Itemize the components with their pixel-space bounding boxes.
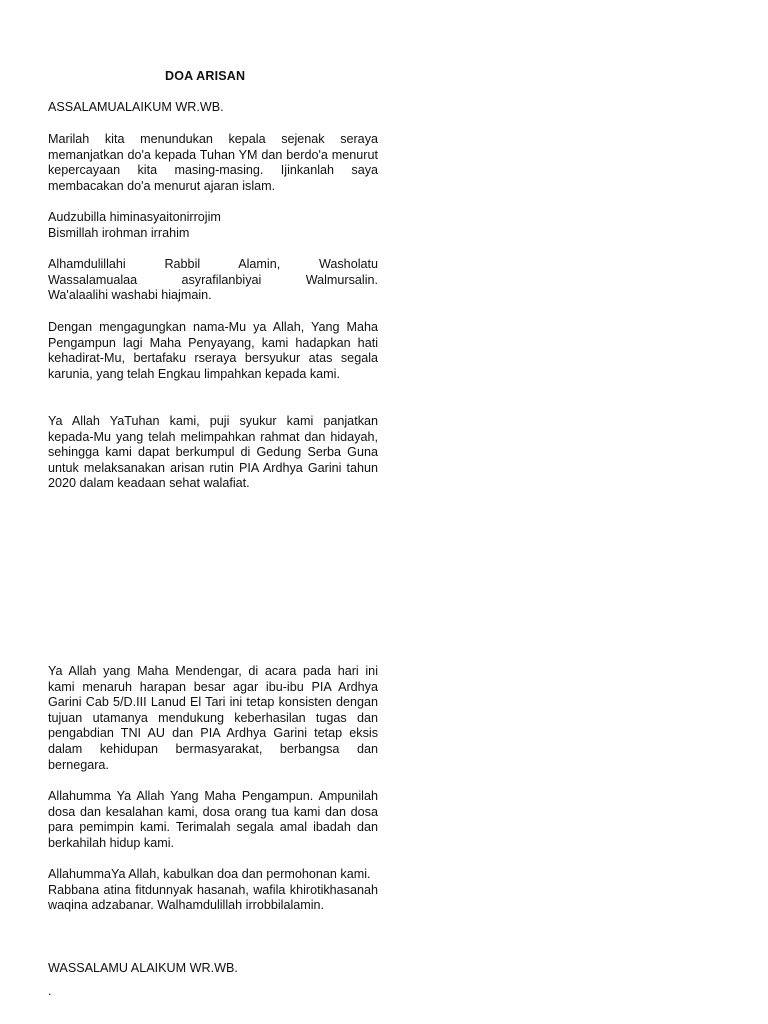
hamdalah-line-1: Alhamdulillahi Rabbil Alamin, Washolatu <box>48 257 378 271</box>
supplication-line-2: Rabbana atina fitdunnyak hasanah, wafila khirotikhasanah waqina adzabanar. Walhamdulillah irrobbilalamin. <box>48 882 378 913</box>
hamdalah-line-3: Wa'alaalihi washabi hiajmain. <box>48 288 212 303</box>
trailing-dot: . <box>48 984 52 998</box>
basmalah-line-1: Audzubilla himinasyaitonirrojim <box>48 210 221 224</box>
paragraph-forgiveness: Allahumma Ya Allah Yang Maha Pengampun. Ampunilah dosa dan kesalahan kami, dosa orang tua kami dan dosa para pemimpin kami. Terimalah segala amal ibadah dan berkahilah hidup kami. <box>48 789 378 850</box>
paragraph-praise: Dengan mengagungkan nama-Mu ya Allah, Yang Maha Pengampun lagi Maha Penyayang, kami hadapkan hati kehadirat-Mu, bertafaku rseraya bersyukur atas segala karunia, yang telah Engkau limpahkan kepada kami. <box>48 320 378 381</box>
document-title: DOA ARISAN <box>165 69 246 83</box>
paragraph-basmalah <box>48 210 378 241</box>
paragraph-gratitude: Ya Allah YaTuhan kami, puji syukur kami panjatkan kepada-Mu yang telah melimpahkan rahmat dan hidayah, sehingga kami dapat berkumpul di Gedung Serba Guna untuk melaksanakan arisan rutin PIA Ardhya Garini tahun 2020 dalam keadaan sehat walafiat. <box>48 414 378 491</box>
paragraph-supplication <box>48 867 378 914</box>
closing-greeting: WASSALAMU ALAIKUM WR.WB. <box>48 961 238 975</box>
greeting: ASSALAMUALAIKUM WR.WB. <box>48 100 224 114</box>
basmalah-line-2: Bismillah irohman irrahim <box>48 225 190 240</box>
paragraph-hamdalah <box>48 257 378 304</box>
supplication-line-1: AllahummaYa Allah, kabulkan doa dan permohonan kami. <box>48 867 371 881</box>
hamdalah-line-2: Wassalamualaa asyrafilanbiyai Walmursalin. <box>48 272 378 287</box>
paragraph-opening: Marilah kita menundukan kepala sejenak seraya memanjatkan do'a kepada Tuhan YM dan berdo'a menurut kepercayaan kita masing-masing. Ijinkanlah saya membacakan do'a menurut ajaran islam. <box>48 132 378 193</box>
paragraph-hope: Ya Allah yang Maha Mendengar, di acara pada hari ini kami menaruh harapan besar agar ibu-ibu PIA Ardhya Garini Cab 5/D.III Lanud El Tari ini tetap konsisten dengan tujuan utamanya mendukung keberhasilan tugas dan pengabdian TNI AU dan PIA Ardhya Garini tetap eksis dalam kehidupan bermasyarakat, berbangsa dan bernegara. <box>48 664 378 772</box>
